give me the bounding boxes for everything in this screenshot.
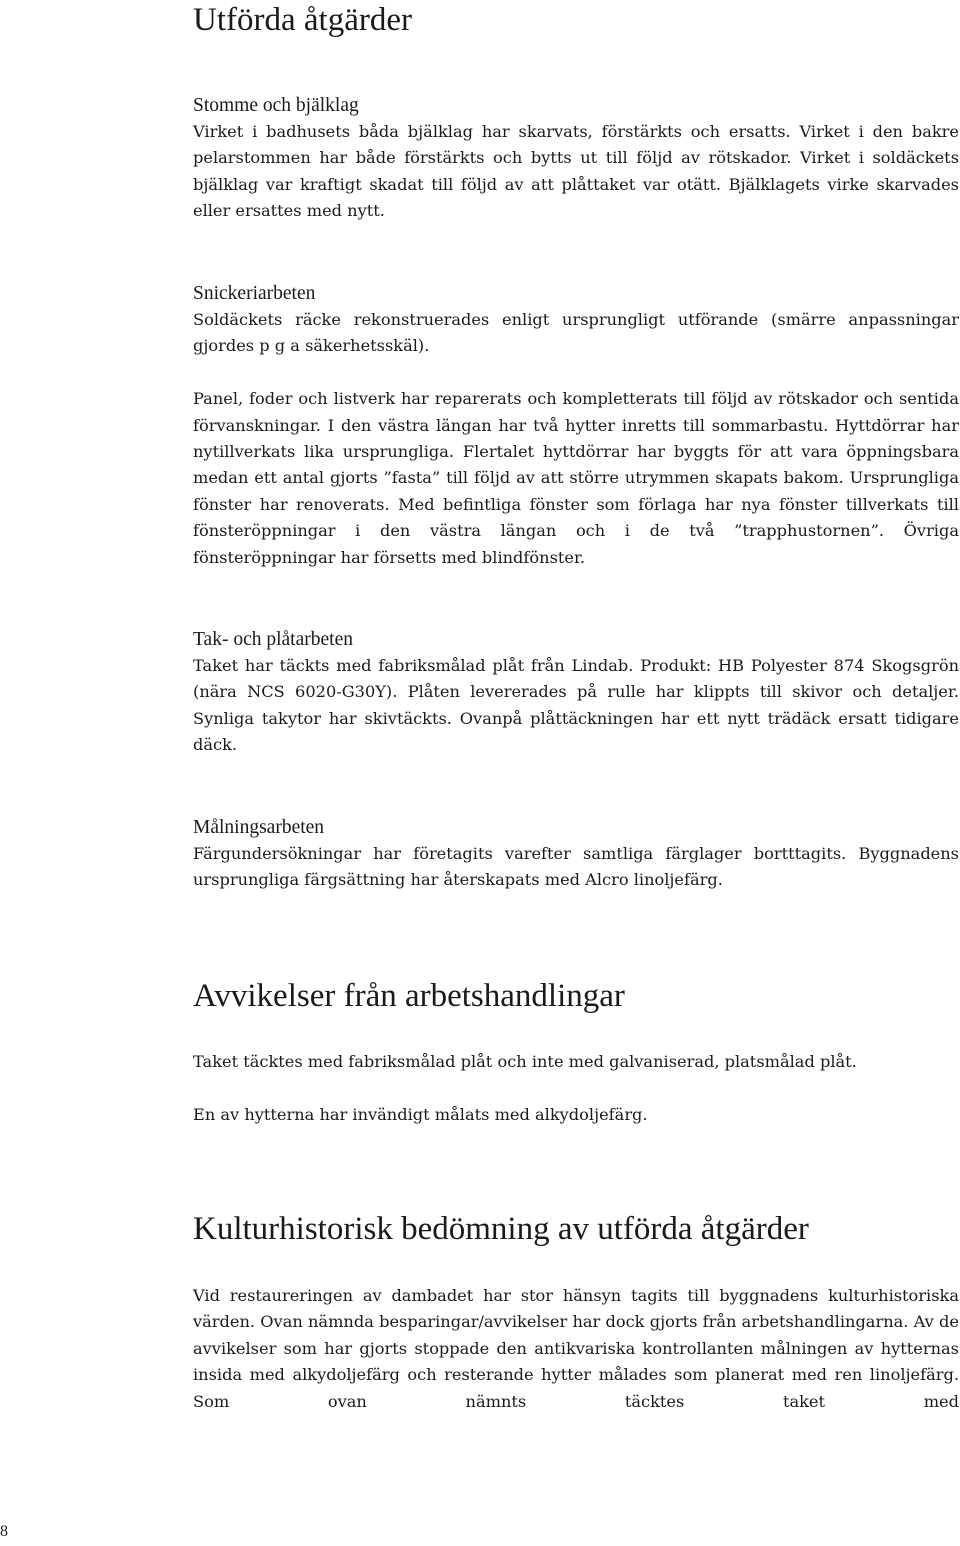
paragraph: En av hytterna har invändigt målats med alkydoljefärg. [193, 1104, 648, 1124]
paragraph: Soldäckets räcke rekonstruerades enligt ursprungligt utförande (smärre anpassningar gjordes p g a säkerhetsskäl). [193, 310, 959, 356]
paragraph: Färgundersökningar har företagits varefter samtliga färglager bortttagits. Byggnadens ursprungliga färgsättning har återskapats med Alcro linoljefärg. [193, 844, 959, 890]
section-deviations [193, 1049, 959, 1128]
section-malning [193, 815, 959, 894]
deviations-title: Avvikelser från arbetshandlingar [193, 978, 625, 1014]
paragraph: Panel, foder och listverk har reparerats och kompletterats till följd av rötskador och sentida förvanskningar. I den västra längan har två hytter inretts till sommarbastu. Hyttdörrar har nytillverkats lika ursprungliga. Flertalet hyttdörrar har byggts för att vara öppningsbara medan ett antal gjorts ”fasta” till följd av att större utrymmen skapats bakom. Ursprungliga fönster har renoverats. Med befintliga fönster som förlaga har nya fönster tillverkats till fönsteröppningar i den västra längan och i de två ”trapphustornen”. Övriga fönsteröppningar har försetts med blindfönster. [193, 389, 959, 567]
assessment-title: Kulturhistorisk bedömning av utförda åtgärder [193, 1211, 809, 1247]
page-number: 8 [0, 1523, 8, 1540]
section-snickeri [193, 281, 959, 571]
paragraph: Taket har täckts med fabriksmålad plåt från Lindab. Produkt: HB Polyester 874 Skogsgrön (nära NCS 6020-G30Y). Plåten levererades på rulle har klippts till skivor och detaljer. Synliga takytor har skivtäckts. Ovanpå plåttäckningen har ett nytt trädäck ersatt tidigare däck. [193, 656, 959, 755]
page-title: Utförda åtgärder [193, 2, 412, 38]
section-heading: Stomme och bjälklag [193, 95, 359, 116]
section-heading: Tak- och plåtarbeten [193, 629, 353, 650]
paragraph: Vid restaureringen av dambadet har stor hänsyn tagits till byggnadens kulturhistoriska värden. Ovan nämnda besparingar/avvikelser har dock gjorts från arbetshandlingarna. Av de avvikelser som har gjorts stoppade den antikvariska kontrollanten målningen av hytternas insida med alkydoljefärg och resterande hytter målades som planerat med ren linoljefärg. Som ovan nämnts täcktes taket med [193, 1286, 959, 1411]
section-assessment [193, 1283, 959, 1415]
paragraph: Taket täcktes med fabriksmålad plåt och inte med galvaniserad, platsmålad plåt. [193, 1052, 857, 1071]
section-heading: Målningsarbeten [193, 817, 325, 838]
section-tak [193, 627, 959, 759]
paragraph: Virket i badhusets båda bjälklag har skarvats, förstärkts och ersatts. Virket i den bakre pelarstommen har både förstärkts och bytts ut till följd av rötskador. Virket i soldäckets bjälklag var kraftigt skadat till följd av att plåttaket var otätt. Bjälklagets virke skarvades eller ersattes med nytt. [193, 122, 959, 221]
section-heading: Snickeriarbeten [193, 283, 316, 304]
section-stomme [193, 93, 959, 225]
